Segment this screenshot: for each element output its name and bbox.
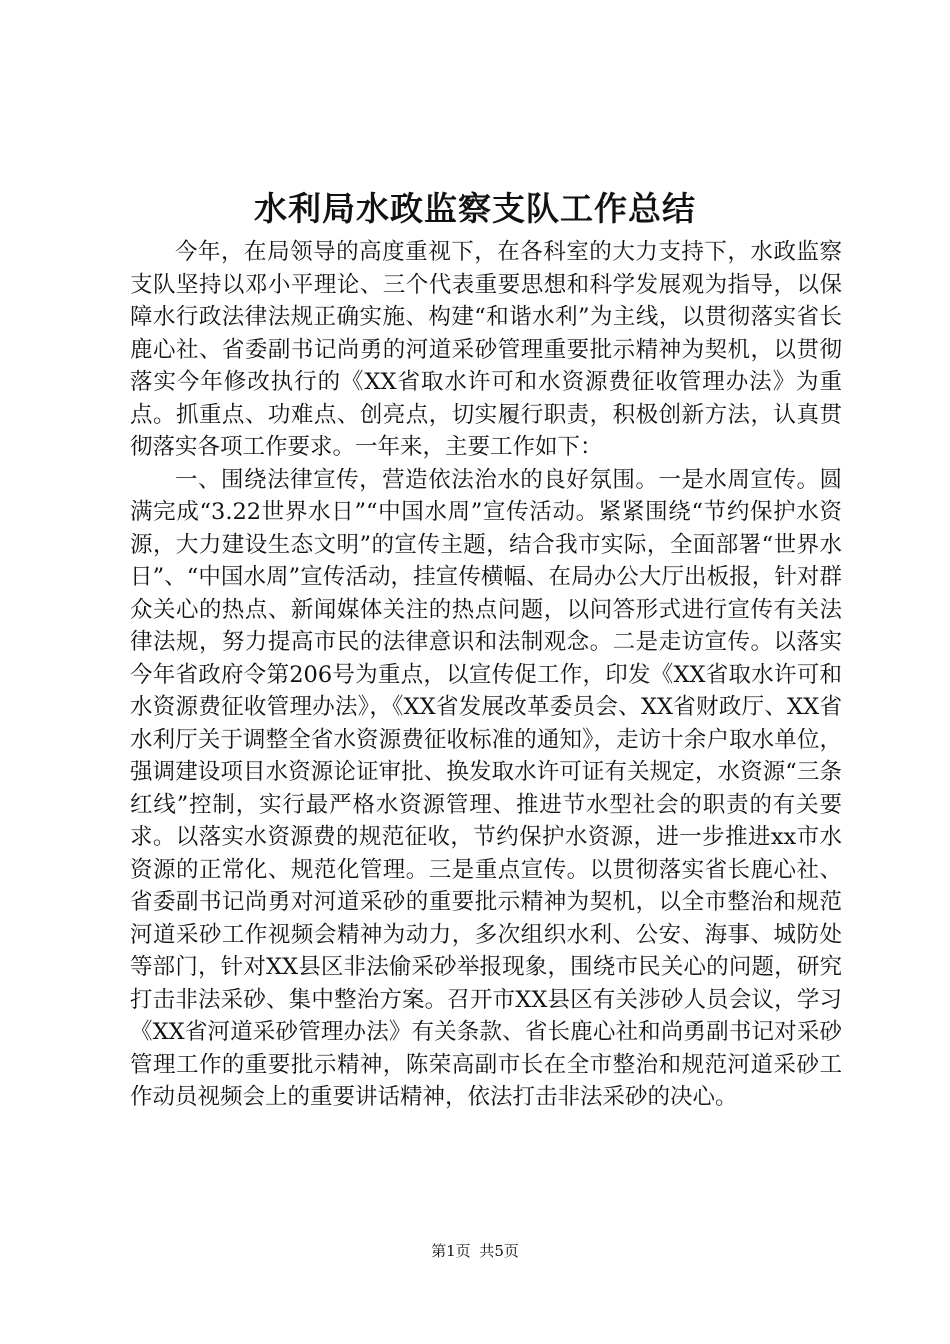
document-body xyxy=(130,236,842,1114)
paragraph-section-1: 一、围绕法律宣传，营造依法治水的良好氛围。一是水周宣传。圆满完成“3.22世界水日”“中国水周”宣传活动。紧紧围绕“节约保护水资源，大力建设生态文明”的宣传主题，结合我市实际，全面部署“世界水日”、“中国水周”宣传活动，挂宣传横幅、在局办公大厅出板报，针对群众关心的热点、新闻媒体关注的热点问题，以问答形式进行宣传有关法律法规，努力提高市民的法律意识和法制观念。二是走访宣传。以落实今年省政府令第206号为重点，以宣传促工作，印发《XX省取水许可和水资源费征收管理办法》，《XX省发展改革委员会、XX省财政厅、XX省水利厅关于调整全省水资源费征收标准的通知》，走访十余户取水单位，强调建设项目水资源论证审批、换发取水许可证有关规定，水资源“三条红线”控制，实行最严格水资源管理、推进节水型社会的职责的有关要求。以落实水资源费的规范征收，节约保护水资源，进一步推进xx市水资源的正常化、规范化管理。三是重点宣传。以贯彻落实省长鹿心社、省委副书记尚勇对河道采砂的重要批示精神为契机，以全市整治和规范河道采砂工作视频会精神为动力，多次组织水利、公安、海事、城防处等部门，针对XX县区非法偷采砂举报现象，围绕市民关心的问题，研究打击非法采砂、集中整治方案。召开市XX县区有关涉砂人员会议，学习《XX省河道采砂管理办法》有关条款、省长鹿心社和尚勇副书记对采砂管理工作的重要批示精神，陈荣高副市长在全市整治和规范河道采砂工作动员视频会上的重要讲话精神，依法打击非法采砂的决心。 xyxy=(130,466,842,1110)
paragraph-intro: 今年，在局领导的高度重视下，在各科室的大力支持下，水政监察支队坚持以邓小平理论、三个代表重要思想和科学发展观为指导，以保障水行政法律法规正确实施、构建“和谐水利”为主线，以贯彻落实省长鹿心社、省委副书记尚勇的河道采砂管理重要批示精神为契机，以贯彻落实今年修改执行的《XX省取水许可和水资源费征收管理办法》为重点。抓重点、功难点、创亮点，切实履行职责，积极创新方法，认真贯彻落实各项工作要求。一年来，主要工作如下： xyxy=(130,239,842,460)
page-footer xyxy=(0,1241,950,1261)
page-total: 共5页 xyxy=(479,1242,519,1260)
document-title: 水利局水政监察支队工作总结 xyxy=(254,189,696,228)
page-number: 第1页 xyxy=(431,1242,471,1260)
